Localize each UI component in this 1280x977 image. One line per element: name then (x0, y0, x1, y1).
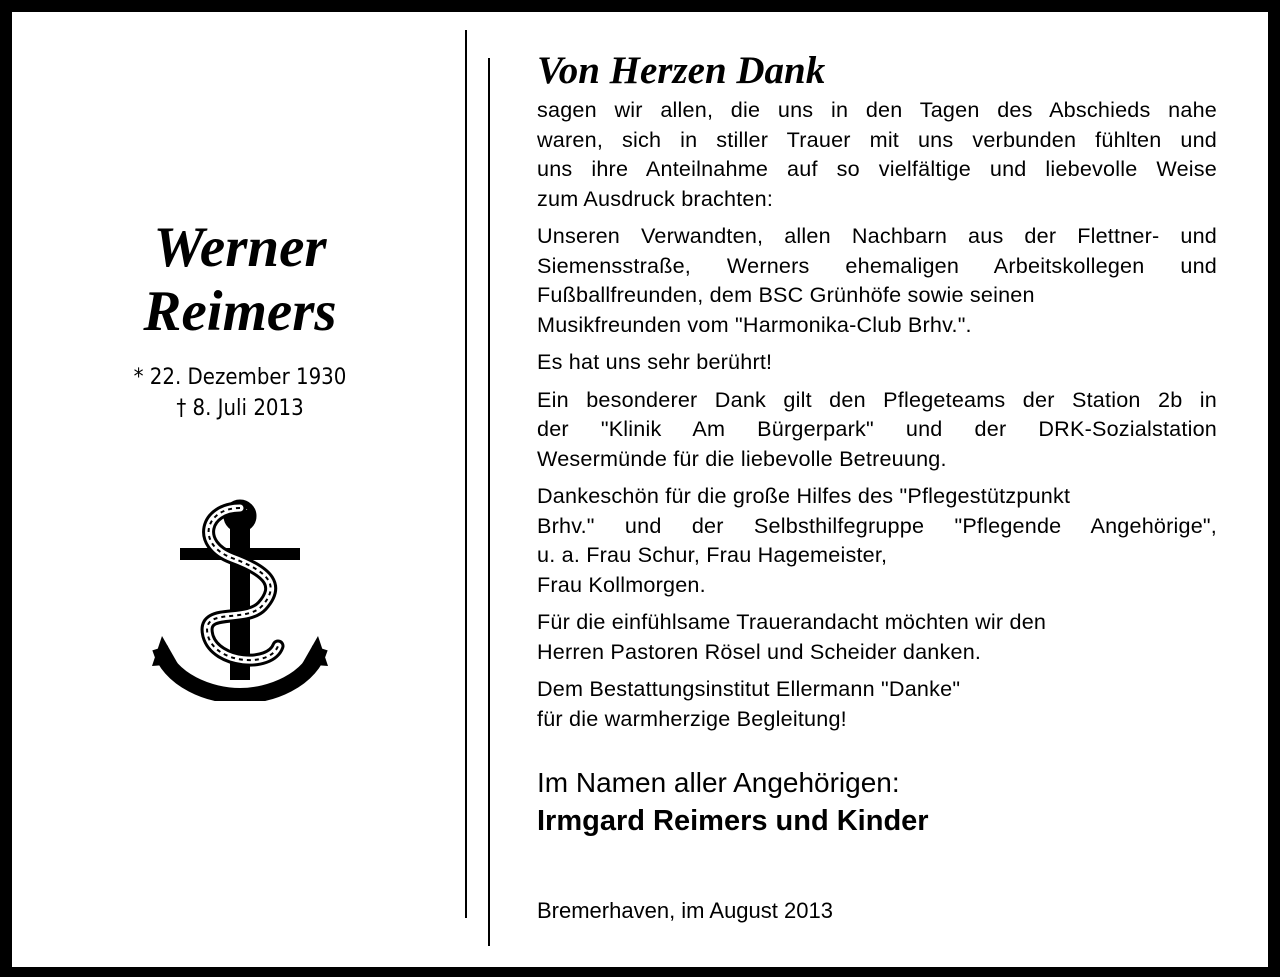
birth-date: * 22. Dezember 1930 (133, 365, 347, 390)
anchor-with-rope-icon (150, 496, 330, 701)
paragraph-relatives (537, 221, 1217, 339)
text-line: Brhv." und der Selbsthilfegruppe "Pflegende Angehörige", (537, 512, 1217, 538)
place-and-date: Bremerhaven, im August 2013 (537, 898, 833, 923)
life-dates (40, 362, 440, 424)
text-line: Dankeschön für die große Hilfes des "Pflegestützpunkt (537, 483, 1071, 508)
closing-intro: Im Namen aller Angehörigen: (537, 767, 900, 798)
deceased-first-name: Werner (153, 216, 327, 279)
deceased-last-name: Reimers (143, 280, 337, 343)
closing-block (537, 765, 1217, 841)
text-line: Dem Bestattungsinstitut Ellermann "Danke" (537, 676, 961, 701)
text-line: Ein besonderer Dank gilt den Pflegeteams der Station 2b in (537, 386, 1217, 412)
text-line: Siemensstraße, Werners ehemaligen Arbeitskollegen und (537, 252, 1217, 278)
text-line: Musikfreunden vom "Harmonika-Club Brhv.". (537, 311, 972, 337)
paragraph-intro (537, 95, 1217, 213)
text-line: Herren Pastoren Rösel und Scheider danken. (537, 638, 982, 664)
text-line: Es hat uns sehr berührt! (537, 349, 773, 374)
deceased-name (40, 216, 440, 344)
text-line: Unseren Verwandten, allen Nachbarn aus der Flettner- und (537, 223, 1217, 248)
notice-heading: Von Herzen Dank (537, 49, 826, 92)
column-divider-left (465, 30, 467, 918)
text-line: für die warmherzige Begleitung! (537, 705, 847, 731)
text-line: zum Ausdruck brachten: (537, 185, 774, 211)
text-line: Wesermünde für die liebevolle Betreuung. (537, 445, 947, 471)
text-line: uns ihre Anteilnahme auf so vielfältige und liebevolle Weise (537, 156, 1217, 181)
signature: Irmgard Reimers und Kinder (537, 805, 929, 837)
death-date: † 8. Juli 2013 (176, 396, 304, 421)
paragraph-support-groups (537, 481, 1217, 599)
paragraph-touched (537, 347, 1217, 377)
paragraph-funeral-home (537, 674, 1217, 733)
text-line: Für die einfühlsame Trauerandacht möchten wir den (537, 609, 1047, 634)
text-line: Fußballfreunden, dem BSC Grünhöfe sowie seinen (537, 282, 1035, 307)
text-line: u. a. Frau Schur, Frau Hagemeister, (537, 542, 888, 567)
paragraph-pastors (537, 607, 1217, 666)
text-line: Frau Kollmorgen. (537, 571, 706, 597)
text-line: der "Klinik Am Bürgerpark" und der DRK-Sozialstation (537, 416, 1217, 441)
text-line: sagen wir allen, die uns in den Tagen des Abschieds nahe (537, 97, 1217, 122)
thank-you-text (537, 47, 1217, 841)
text-line: waren, sich in stiller Trauer mit uns verbunden fühlten und (537, 126, 1217, 152)
paragraph-care-teams (537, 385, 1217, 474)
column-divider-right (488, 58, 490, 946)
